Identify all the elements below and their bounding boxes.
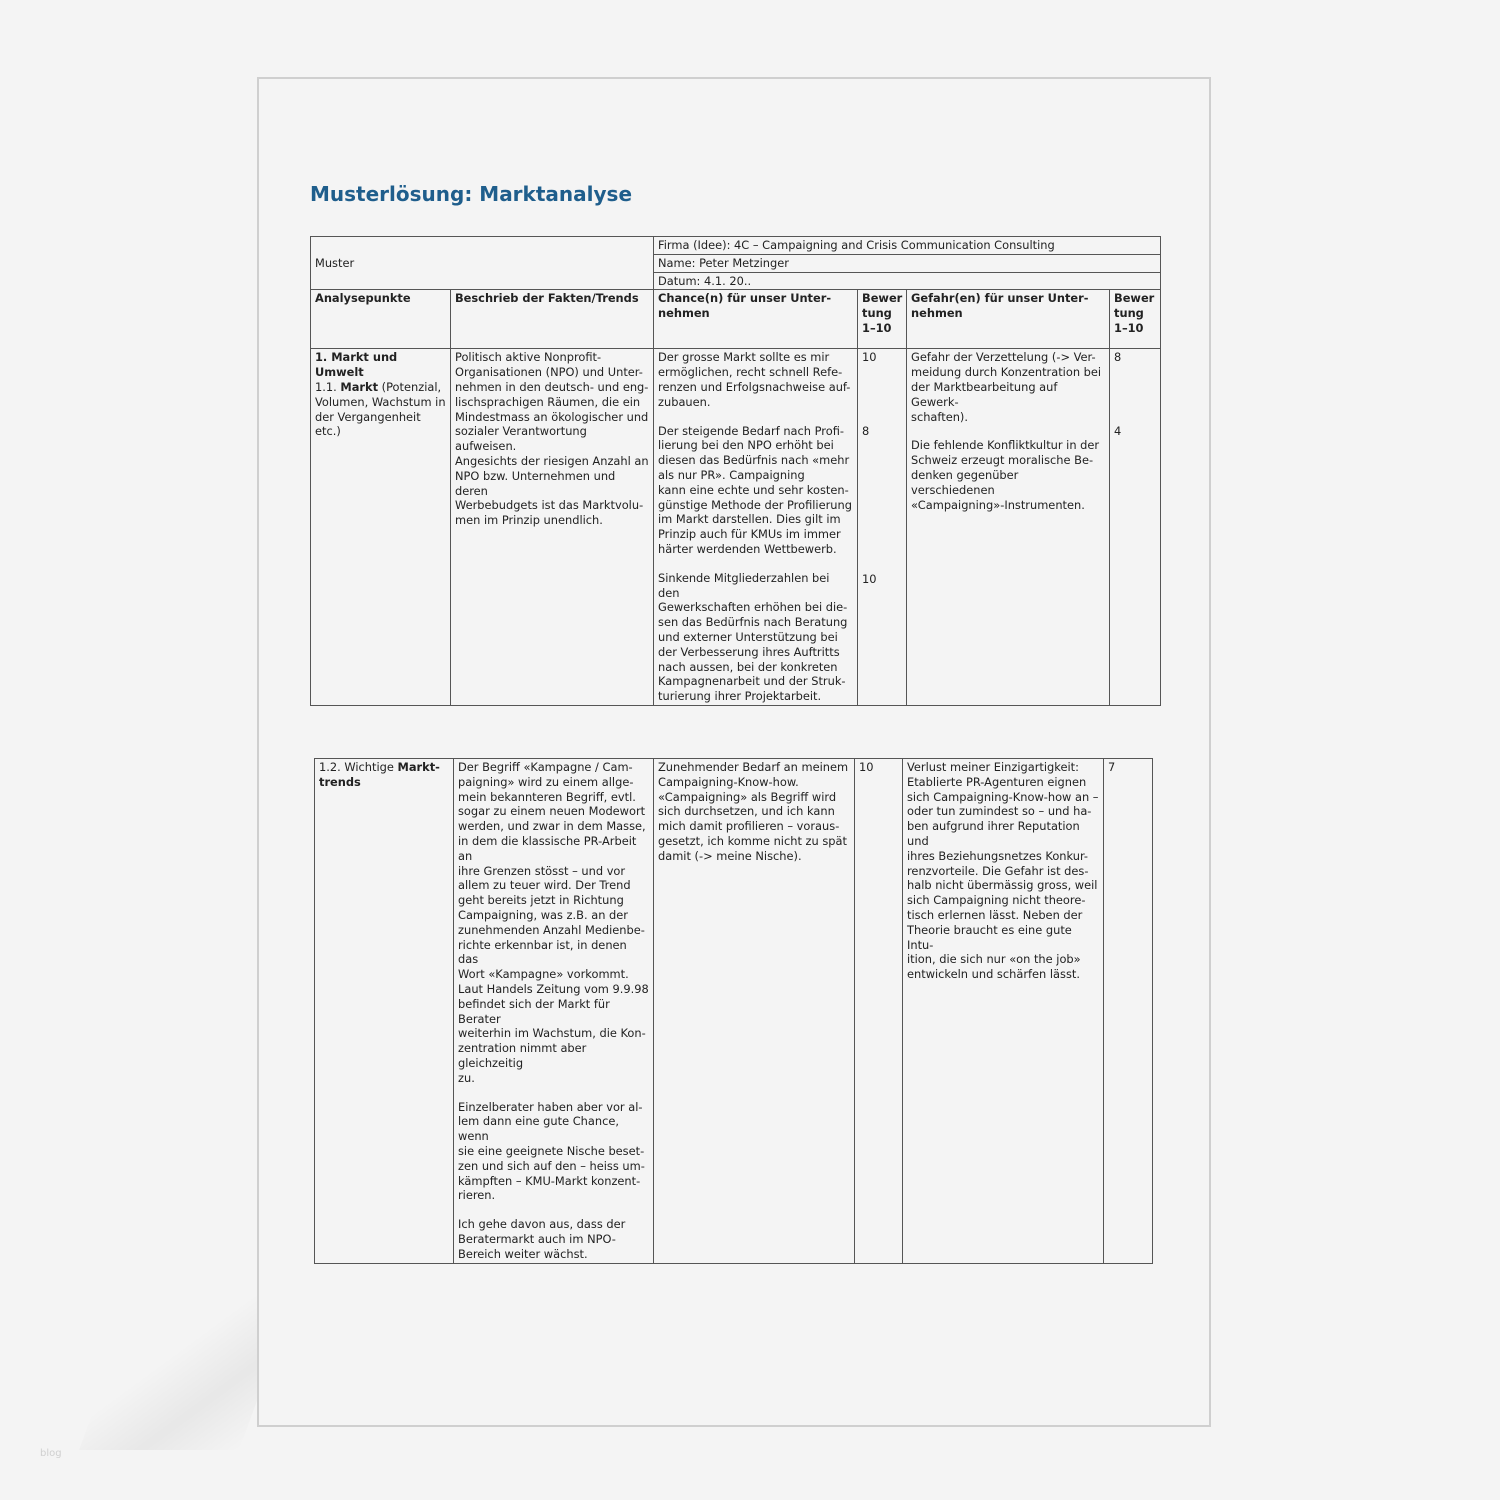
item-bold: Markt — [340, 379, 379, 394]
gefahr-bewertung-1: 8 — [1114, 350, 1122, 365]
gefahr-bewertung-2: 4 — [1114, 424, 1122, 439]
beschrieb-2-3: Ich gehe davon aus, dass der Beratermarkt auch im NPO- Bereich weiter wächst. — [458, 1217, 626, 1261]
bewertung-3: 10 — [862, 572, 877, 587]
bewertung-gefahren-cell — [1110, 349, 1161, 706]
chancen-cell-2: Zunehmender Bedarf an meinem Campaigning-Know-how. «Campaigning» als Begriff wird sich durchsetzen, und ich kann mich damit profilieren – voraus- gesetzt, ich komme nicht zu spät damit (-> meine Nische). — [654, 759, 855, 1264]
header-gefahren: Gefahr(en) für unser Unter- nehmen — [907, 290, 1110, 349]
gefahr-2: Die fehlende Konfliktkultur in der Schweiz erzeugt moralische Be- denken gegenüber verschiedenen «Campaigning»-Instrumenten. — [911, 438, 1100, 512]
header-analysepunkte: Analysepunkte — [311, 290, 451, 349]
chance-2: Der steigende Bedarf nach Profi- lierung bei den NPO erhöht bei diesen das Bedürfnis nach «mehr als nur PR». Campaigning kann eine echte und sehr kosten- günstige Methode der Profilierung im Markt darstellen. Dies gilt im Prinzip auch für KMUs im immer härter werdenden Wettbewerb. — [658, 423, 852, 556]
chancen-cell — [654, 349, 858, 706]
gefahren-cell — [907, 349, 1110, 706]
beschrieb-cell-2 — [454, 759, 654, 1264]
bewertung-2: 8 — [862, 424, 870, 439]
table-row-markt — [311, 349, 1161, 706]
section-heading: 1. Markt und Umwelt — [315, 350, 398, 380]
header-bewertung-gefahren: Bewer tung 1–10 — [1110, 290, 1161, 349]
bewertung-1: 10 — [862, 350, 877, 365]
analysis-table-1 — [310, 236, 1161, 706]
gefahr-1: Gefahr der Verzettelung (-> Ver- meidung durch Konzentration bei der Marktbearbeitung auf Gewerk- schaften). — [911, 350, 1102, 424]
beschrieb-2-2: Einzelberater haben aber vor al- lem dann eine gute Chance, wenn sie eine geeignete Nische beset- zen und sich auf den – heiss um- kämpften – KMU-Markt konzent- rieren. — [458, 1099, 645, 1203]
document-page — [257, 77, 1211, 1427]
muster-cell: Muster — [311, 237, 654, 290]
chance-1: Der grosse Markt sollte es mir ermöglichen, recht schnell Refe- renzen und Erfolgsnachweise auf- zubauen. — [658, 350, 851, 409]
name-cell: Name: Peter Metzinger — [654, 254, 1161, 272]
header-beschrieb: Beschrieb der Fakten/Trends — [451, 290, 654, 349]
analysepunkt-cell — [311, 349, 451, 706]
beschrieb-2-1: Der Begriff «Kampagne / Cam- paigning» wird zu einem allge- mein bekannteren Begriff, evtl. sogar zu einem neuen Modewort werden, und zwar in dem Masse, in dem die klassische PR-Arbeit an ihre Grenzen stösst – und vor allem zu teuer wird. Der Trend geht bereits jetzt in Richtung Campaigning, was z.B. an der zunehmenden Anzahl Medienbe- richte erkennbar ist, in denen das Wort «Kampagne» vorkommt. Laut Handels Zeitung vom 9.9.98 befindet sich der Markt für Berater weiterhin im Wachstum, die Kon- zentration nimmt aber gleichzeitig zu. — [458, 760, 649, 1085]
item-bold-2: Markt- trends — [319, 760, 440, 789]
gefahren-cell-2: Verlust meiner Einzigartigkeit: Etablierte PR-Agenturen eignen sich Campaigning-Know-how an – oder tun zumindest so – und ha- ben aufgrund ihrer Reputation und ihres Beziehungsnetzes Konkur- renzvorteile. Die Gefahr ist des- halb nicht übermässig gross, weil sich Campaigning nicht theore- tisch erlernen lässt. Neben der Theorie braucht es eine gute Intu- ition, die sich nur «on the job» entwickeln und schärfen lässt. — [903, 759, 1104, 1264]
bewertung-chancen-cell-2: 10 — [855, 759, 903, 1264]
header-bewertung-chancen: Bewer tung 1–10 — [858, 290, 907, 349]
table-row-markttrends — [315, 759, 1153, 1264]
item-prefix-2: 1.2. Wichtige — [319, 760, 398, 774]
firma-cell: Firma (Idee): 4C – Campaigning and Crisis Communication Consulting — [654, 237, 1161, 255]
watermark: blog — [40, 1448, 62, 1459]
datum-cell: Datum: 4.1. 20.. — [654, 272, 1161, 290]
analysepunkt-cell-2 — [315, 759, 454, 1264]
item-prefix: 1.1. — [315, 379, 341, 394]
bewertung-gefahren-cell-2: 7 — [1104, 759, 1153, 1264]
header-row — [311, 290, 1161, 349]
document-title: Musterlösung: Marktanalyse — [310, 182, 633, 206]
chance-3: Sinkende Mitgliederzahlen bei den Gewerkschaften erhöhen bei die- sen das Bedürfnis nach Beratung und externer Unterstützung bei der Verbesserung ihres Auftritts nach aussen, bei der konkreten Kampagnenarbeit und der Struk- turierung ihrer Projektarbeit. — [658, 570, 848, 704]
bewertung-chancen-cell — [858, 349, 907, 706]
beschrieb-cell: Politisch aktive Nonprofit- Organisationen (NPO) und Unter- nehmen in den deutsch- und eng- lischsprachigen Räumen, die ein Mindestmass an ökologischer und sozialer Verantwortung aufweisen. Angesichts der riesigen Anzahl an NPO bzw. Unternehmen und deren Werbebudgets ist das Marktvolu- men im Prinzip unendlich. — [451, 349, 654, 706]
header-chancen: Chance(n) für unser Unter- nehmen — [654, 290, 858, 349]
item-rest: (Potenzial, Volumen, Wachstum in der Vergangenheit etc.) — [315, 379, 446, 439]
analysis-table-2 — [314, 758, 1153, 1264]
meta-row-firma — [311, 237, 1161, 255]
